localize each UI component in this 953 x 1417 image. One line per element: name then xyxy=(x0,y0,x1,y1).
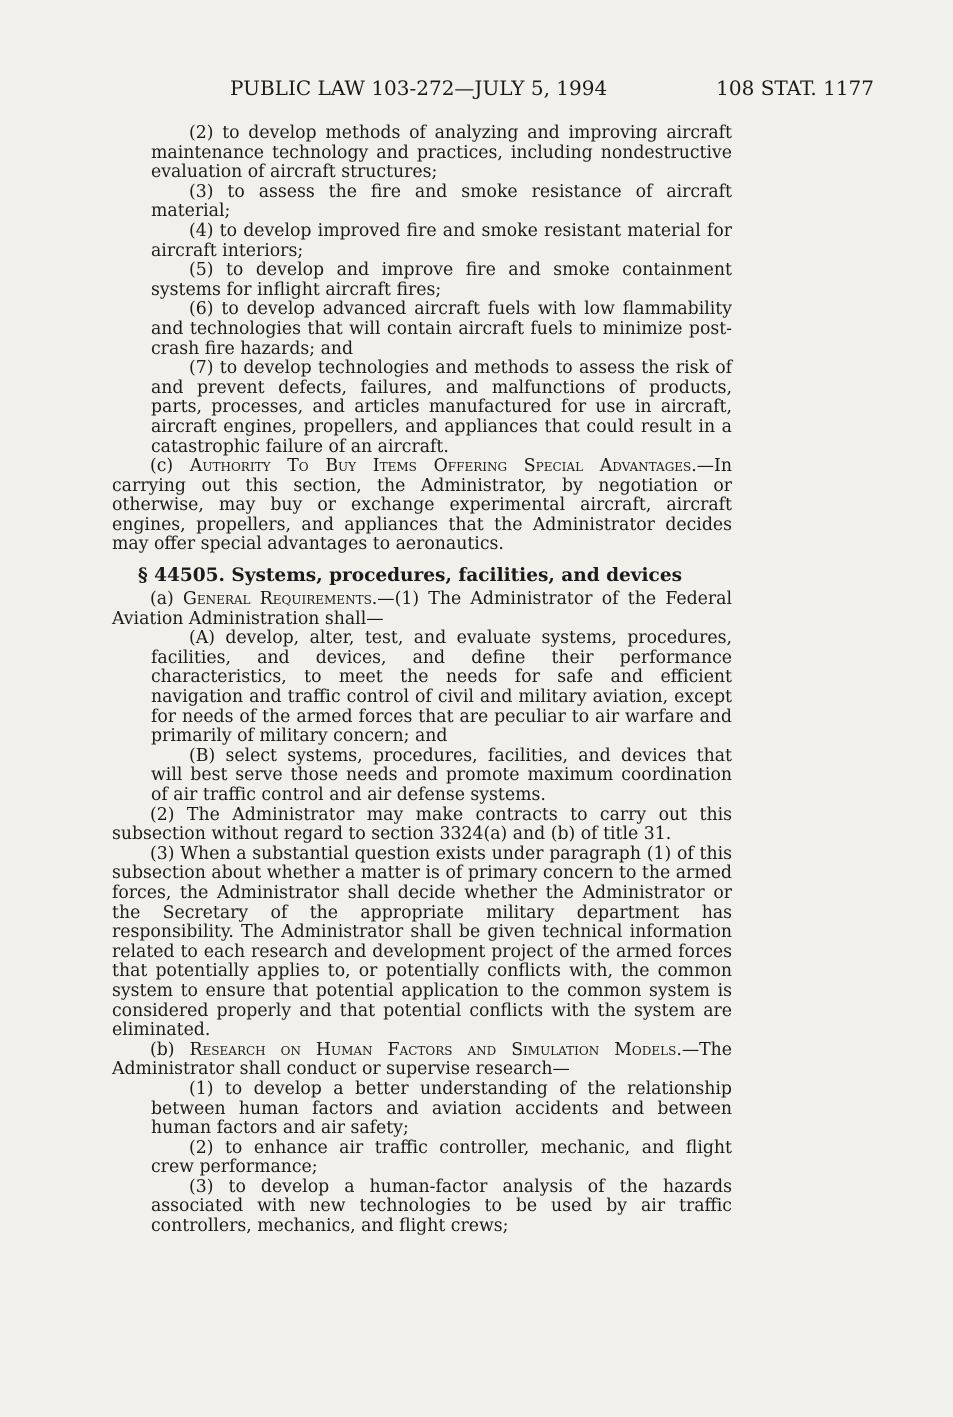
section-heading: § 44505. Systems, procedures, facilities, and devices xyxy=(138,565,683,587)
subsection-a xyxy=(112,590,732,629)
subsection-b xyxy=(112,1041,732,1080)
subsection-c-heading: Authority To Buy Items Offering Special Advantages. xyxy=(189,456,697,477)
paragraph-4: (4) to develop improved fire and smoke resistant material for aircraft interiors; xyxy=(151,220,732,261)
subsection-c-text: —In carrying out this section, the Administrator, by negotiation or otherwise, may buy or exchange experimental aircraft, aircraft engines, propellers, and appliances that the Administrator decides may offer special advantages to aeronautics. xyxy=(112,456,732,555)
subsection-a-paragraph-2: (2) The Administrator may make contracts to carry out this subsection without regard to section 3324(a) and (b) of title 31. xyxy=(112,804,732,845)
subsection-b-paragraph-2: (2) to enhance air traffic controller, mechanic, and flight crew performance; xyxy=(151,1137,732,1178)
subsection-b-label: (b) xyxy=(150,1039,190,1060)
subsection-a-intro: —(1) The Administrator of the Federal Aviation Administration shall— xyxy=(112,589,732,629)
subsection-b-intro: —The Administrator shall conduct or supervise research— xyxy=(112,1039,732,1080)
subsection-b-paragraph-3: (3) to develop a human-factor analysis of the hazards associated with new technologies to be used by air traffic controllers, mechanics, and flight crews; xyxy=(151,1176,732,1237)
subsection-b-heading: Research on Human Factors and Simulation Models. xyxy=(189,1039,682,1060)
subsection-a-label: (a) xyxy=(150,589,184,610)
subsection-c-label: (c) xyxy=(150,456,190,477)
subparagraph-b: (B) select systems, procedures, facilities, and devices that will best serve those needs and promote maximum coordination of air traffic control and air defense systems. xyxy=(151,745,732,805)
subsection-c xyxy=(112,457,732,555)
subparagraph-a: (A) develop, alter, test, and evaluate systems, procedures, facilities, and devices, and define their performance characteristics, to meet the needs for safe and efficient navigation and traffic control of civil and military aviation, except for needs of the armed forces that are peculiar to air warfare and primarily of military concern; and xyxy=(151,628,732,747)
paragraph-3: (3) to assess the fire and smoke resistance of aircraft material; xyxy=(151,181,732,222)
page-body xyxy=(112,124,732,1237)
subsection-a-paragraph-3: (3) When a substantial question exists under paragraph (1) of this subsection about whether a matter is of primary concern to the armed forces, the Administrator shall decide whether the Administrator or the Secretary of the appropriate military department has responsibility. The Administrator shall be given technical information related to each research and development project of the armed forces that potentially applies to, or potentially conflicts with, the common system to ensure that potential application to the common system is considered properly and that potential conflicts with the system are eliminated. xyxy=(112,843,732,1041)
paragraph-7: (7) to develop technologies and methods to assess the risk of and prevent defects, failures, and malfunctions of products, parts, processes, and articles manufactured for use in aircraft, aircraft engines, propellers, and appliances that could result in a catastrophic failure of an aircraft. xyxy=(151,358,732,457)
paragraph-2: (2) to develop methods of analyzing and improving aircraft maintenance technology and practices, including nondestructive evaluation of aircraft structures; xyxy=(151,123,732,183)
paragraph-6: (6) to develop advanced aircraft fuels with low flammability and technologies that will contain aircraft fuels to minimize post-crash fire hazards; and xyxy=(151,299,732,359)
statute-page-number: 108 STAT. 1177 xyxy=(716,76,874,100)
paragraph-5: (5) to develop and improve fire and smoke containment systems for inflight aircraft fires; xyxy=(151,260,732,300)
subsection-a-heading: General Requirements. xyxy=(183,589,378,610)
subsection-b-paragraph-1: (1) to develop a better understanding of the relationship between human factors and aviation accidents and between human factors and air safety; xyxy=(151,1078,732,1139)
running-title: PUBLIC LAW 103-272—JULY 5, 1994 xyxy=(230,76,608,100)
page-header xyxy=(112,76,874,104)
